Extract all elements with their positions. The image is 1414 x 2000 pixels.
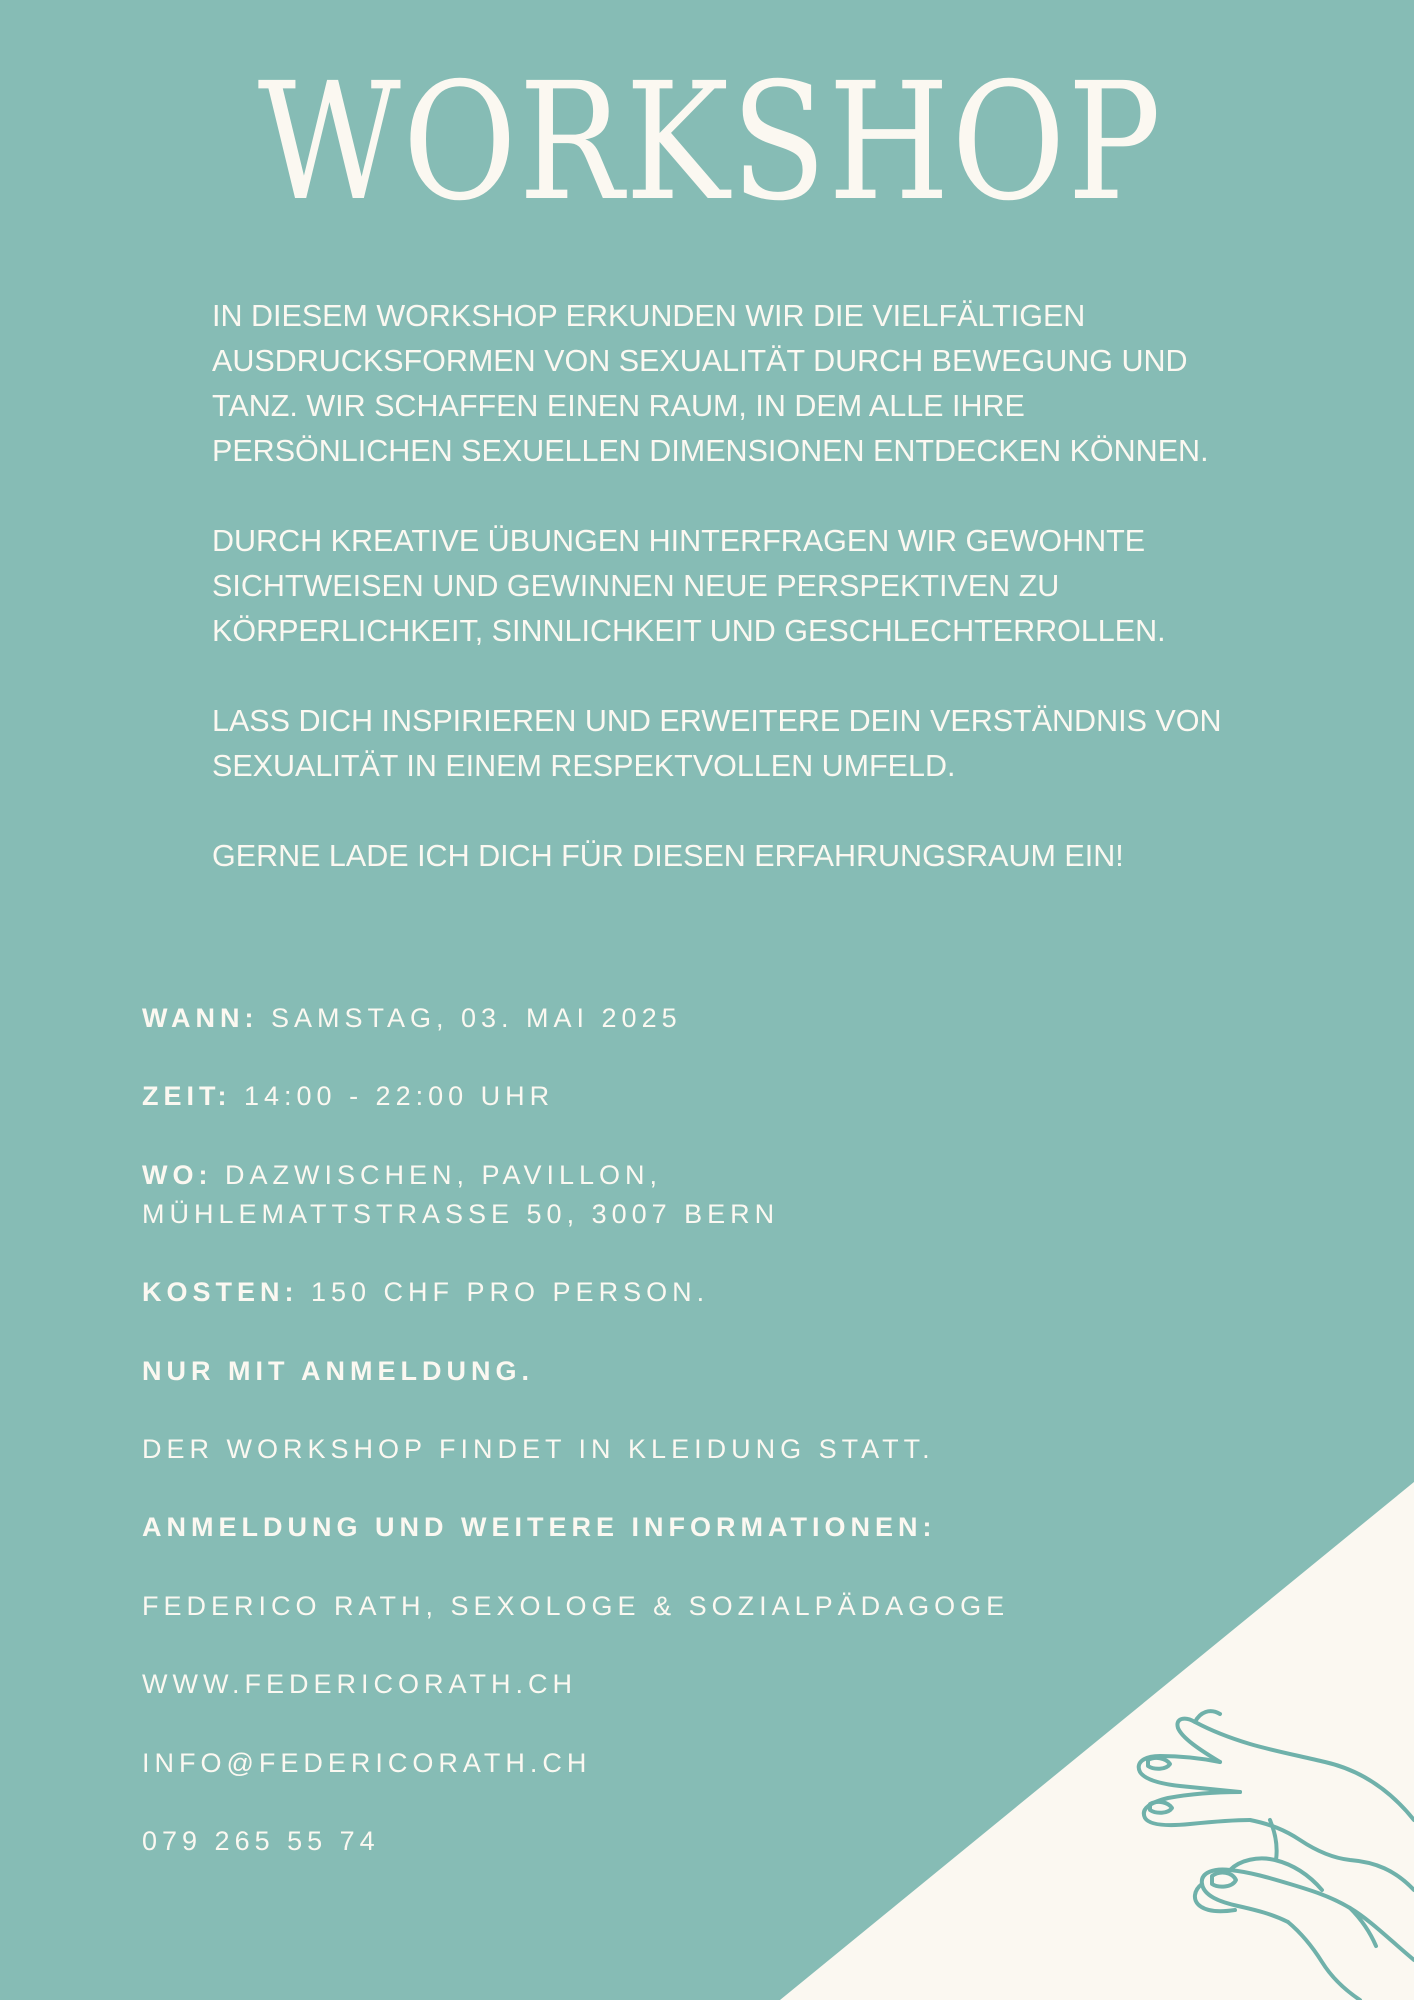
email-link[interactable]: INFO@FEDERICORATH.CH [142, 1748, 592, 1778]
intro-text [212, 294, 1342, 924]
registration-only-note: NUR MIT ANMELDUNG. [142, 1356, 534, 1386]
intro-paragraph-4: GERNE LADE ICH DICH FÜR DIESEN ERFAHRUNGSRAUM EIN! [212, 839, 1124, 873]
website-link[interactable]: WWW.FEDERICORATH.CH [142, 1669, 577, 1699]
intro-paragraph-2: DURCH KREATIVE ÜBUNGEN HINTERFRAGEN WIR GEWOHNTE SICHTWEISEN UND GEWINNEN NEUE PERSPEKTIVEN ZU KÖRPERLICHKEIT, SINNLICHKEIT UND GESCHLECHTERROLLEN. [212, 524, 1166, 648]
info-heading: ANMELDUNG UND WEITERE INFORMATIONEN: [142, 1512, 937, 1542]
where-label: WO: [142, 1160, 213, 1190]
time-row [142, 1077, 554, 1116]
cost-label: KOSTEN: [142, 1277, 299, 1307]
when-row [142, 999, 682, 1038]
workshop-title: WORKSHOP [257, 49, 1163, 237]
where-row-line-2 [142, 1195, 779, 1234]
intro-paragraph-3: LASS DICH INSPIRIEREN UND ERWEITERE DEIN VERSTÄNDNIS VON SEXUALITÄT IN EINEM RESPEKTVOLLEN UMFELD. [212, 704, 1222, 783]
intro-paragraph-1: IN DIESEM WORKSHOP ERKUNDEN WIR DIE VIELFÄLTIGEN AUSDRUCKSFORMEN VON SEXUALITÄT DURCH BEWEGUNG UND TANZ. WIR SCHAFFEN EINEN RAUM, IN DEM ALLE IHRE PERSÖNLICHEN SEXUELLEN DIMENSIONEN ENTDECKEN KÖNNEN. [212, 299, 1209, 468]
time-value: 14:00 - 22:00 UHR [231, 1081, 555, 1111]
cost-row [142, 1273, 709, 1312]
where-value-line-2: MÜHLEMATTSTRASSE 50, 3007 BERN [142, 1199, 780, 1229]
where-value-line-1: DAZWISCHEN, PAVILLON, [212, 1160, 663, 1190]
cost-value: 150 CHF PRO PERSON. [298, 1277, 710, 1307]
hands-line-art-icon [1100, 1700, 1414, 2000]
when-value: SAMSTAG, 03. MAI 2025 [258, 1003, 682, 1033]
where-row [142, 1156, 662, 1195]
clothing-note: DER WORKSHOP FINDET IN KLEIDUNG STATT. [142, 1434, 935, 1464]
when-label: WANN: [142, 1003, 259, 1033]
host-name: FEDERICO RATH, SEXOLOGE & SOZIALPÄDAGOGE [142, 1591, 1010, 1621]
time-label: ZEIT: [142, 1081, 232, 1111]
phone-number: 079 265 55 74 [142, 1826, 380, 1856]
